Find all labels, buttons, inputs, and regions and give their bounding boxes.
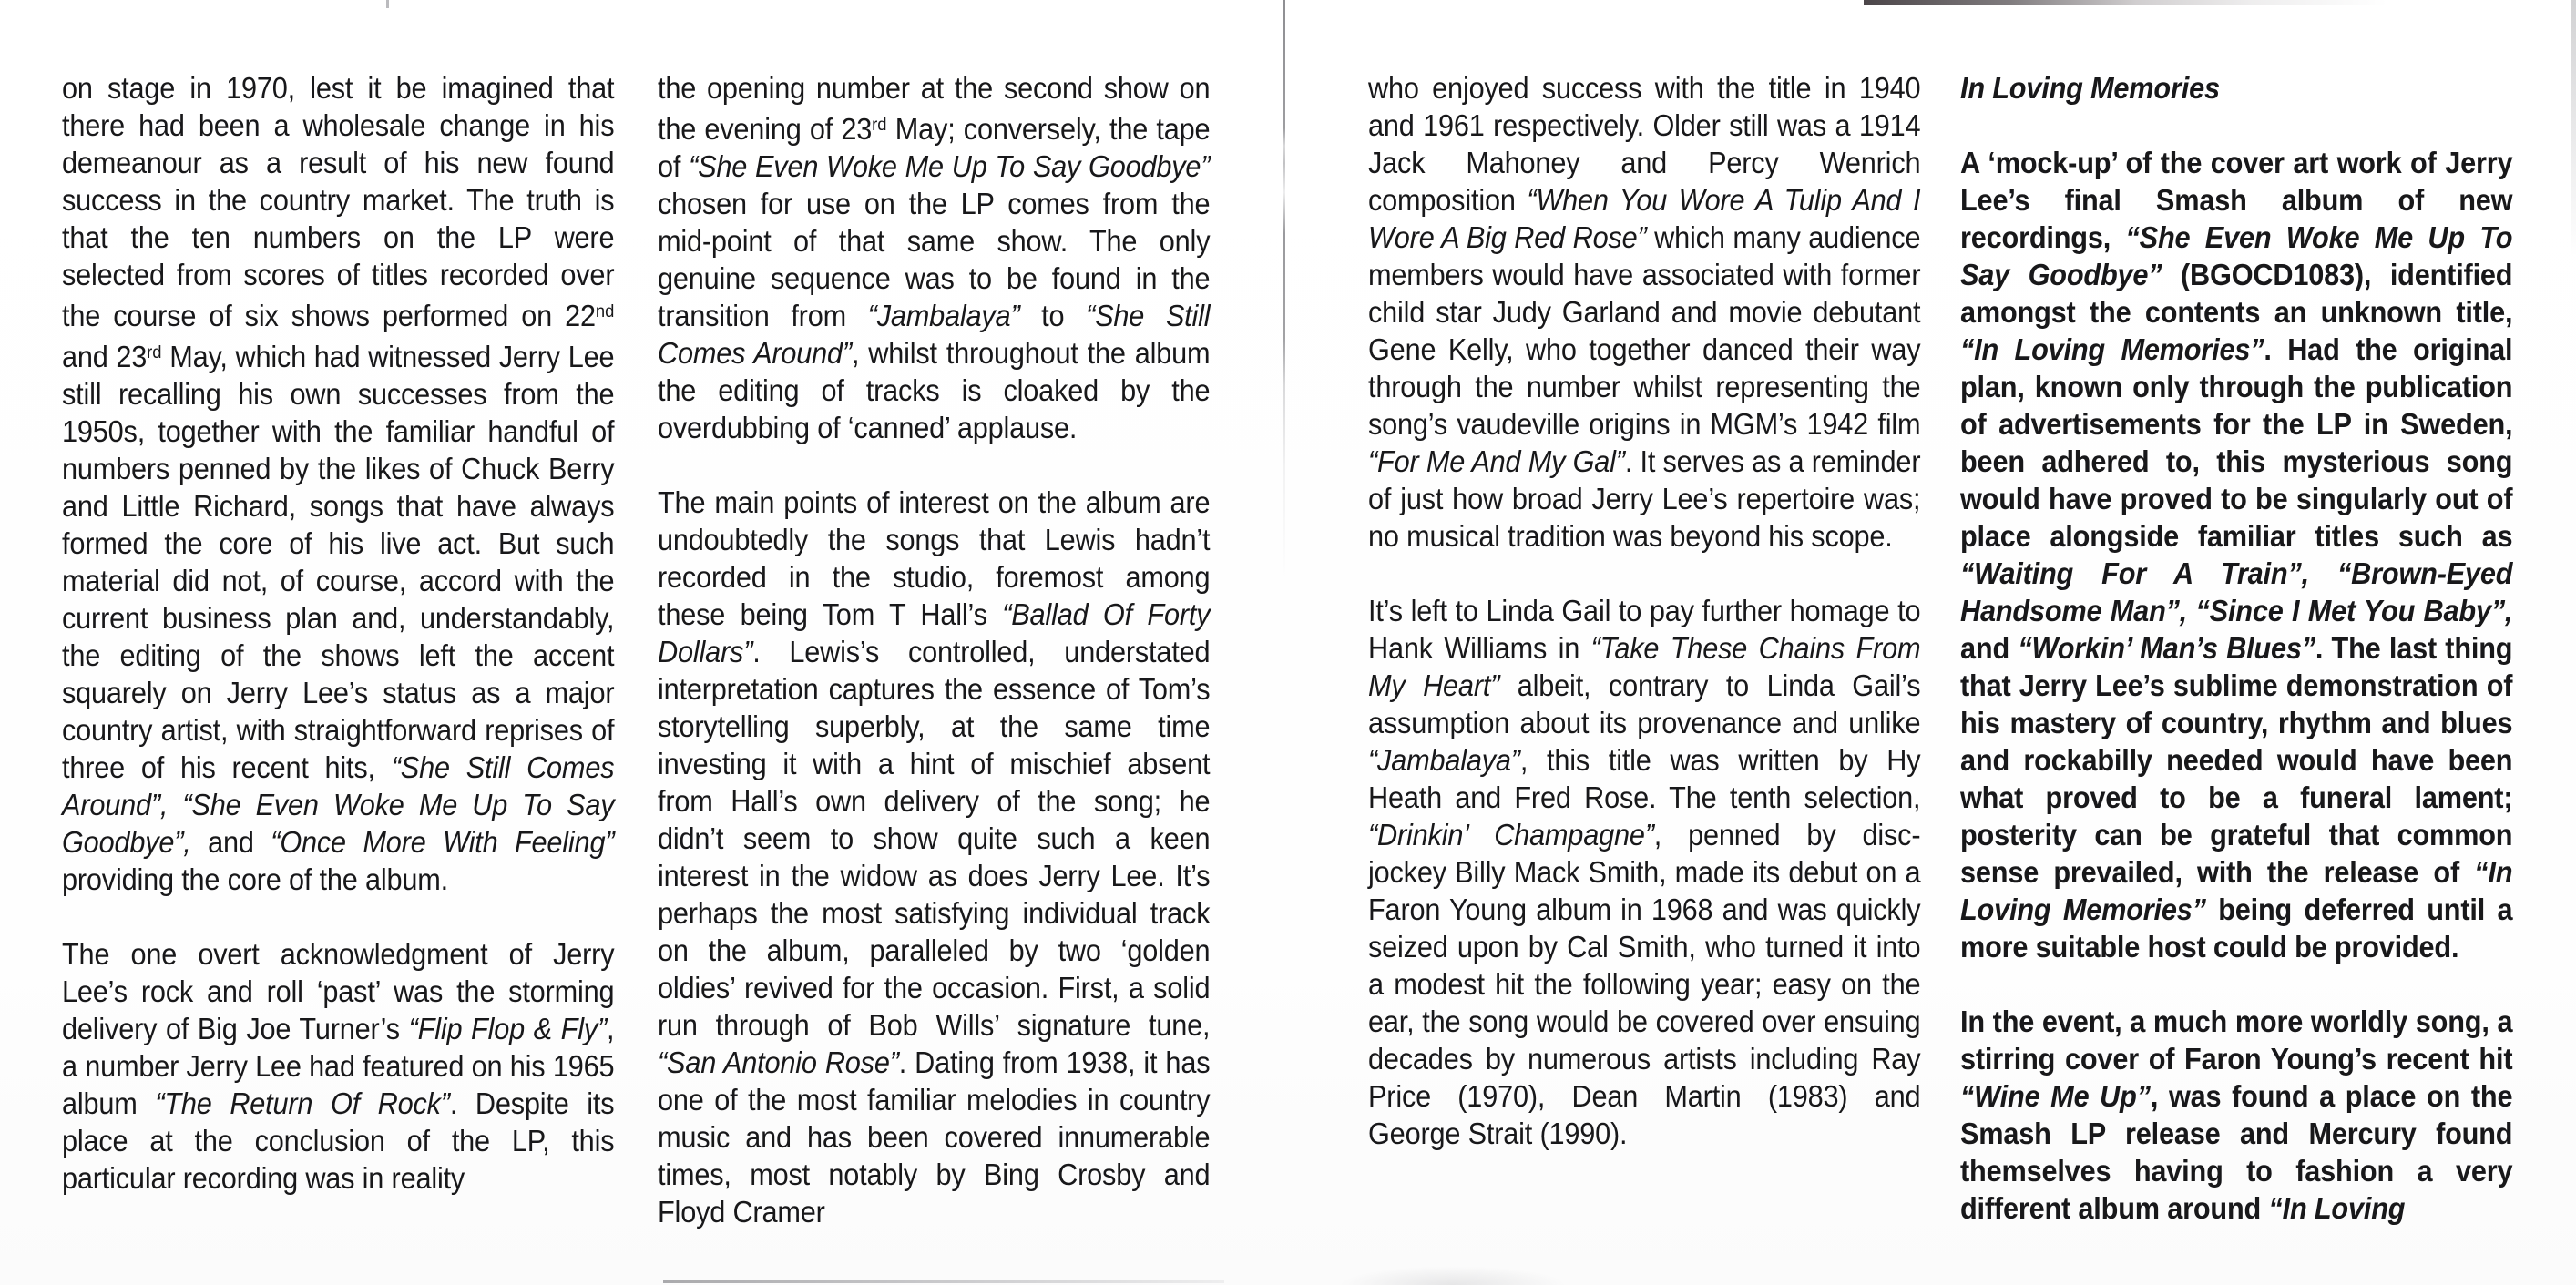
- paragraph: on stage in 1970, lest it be imagined that there had been a wholesale change in his demeanour as a result of his new found success in the country market. The truth is that the ten numbers on the LP were selected from scores of titles recorded over the course of six shows performed on 22nd and 23rd May, which had witnessed Jerry Lee still recalling his own successes from the 1950s, together with the familiar handful of numbers penned by the likes of Chuck Berry and Little Richard, songs that have always formed the core of his live act. But such material did not, of course, accord with the current business plan and, understandably, the editing of the shows left the accent squarely on Jerry Lee’s status as a major country artist, with straightforward reprises of three of his recent hits, “She Still Comes Around”, “She Even Woke Me Up To Say Goodbye”, and “Once More With Feeling” providing the core of the album.: [62, 71, 615, 896]
- paragraph: the opening number at the second show on the evening of 23rd May; conversely, the tape of “She Even Woke Me Up To Say Goodbye” chosen for use on the LP comes from the mid-point of that same show. The only genuine sequence was to be found in the transition from “Jambalaya” to “She Still Comes Around”, whilst throughout the album the editing of tracks is cloaked by the overdubbing of ‘canned’ applause.: [658, 71, 1211, 444]
- text-column-2: [658, 69, 1252, 1268]
- paragraph: The main points of interest on the album are undoubtedly the songs that Lewis hadn’t recorded in the studio, foremost among these being Tom T Hall’s “Ballad Of Forty Dollars”. Lewis’s controlled, understated interpretation captures the essence of Tom’s storytelling superbly, at the same time investing it with a hint of mischief absent from Hall’s own delivery of the song; he didn’t seem to show quite such a keen interest in the widow as does Jerry Lee. It’s perhaps the most satisfying individual track on the album, paralleled by two ‘golden oldies’ revived for the occasion. First, a solid run through of Bob Wills’ signature tune, “San Antonio Rose”. Dating from 1938, it has one of the most familiar melodies in country music and has been covered innumerable times, most notably by Bing Crosby and Floyd Cramer: [658, 484, 1211, 1229]
- paragraph: The one overt acknowledgment of Jerry Lee’s rock and roll ‘past’ was the storming delivery of Big Joe Turner’s “Flip Flop & Fly”, a number Jerry Lee had featured on his 1965 album “The Return Of Rock”. Despite its place at the conclusion of the LP, this particular recording was in reality: [62, 936, 615, 1195]
- paragraph: who enjoyed success with the title in 1940 and 1961 respectively. Older still was a 1914 Jack Mahoney and Percy Wenrich composition “When You Wore A Tulip And I Wore A Big Red Rose” which many audience members would have associated with former child star Judy Garland and movie debutant Gene Kelly, who together danced their way through the number whilst representing the song’s vaudeville origins in MGM’s 1942 film “For Me And My Gal”. It serves as a reminder of just how broad Jerry Lee’s repertoire was; no musical tradition was beyond his scope.: [1368, 71, 1921, 553]
- column-1-text: [62, 69, 614, 1197]
- scan-smudge-bottom: [1339, 1266, 1567, 1285]
- paragraph: In the event, a much more worldly song, a stirring cover of Faron Young’s recent hit “Wine Me Up”, was found a place on the Smash LP release and Mercury found themselves having to fashion a very different album around “In Loving: [1960, 1005, 2513, 1225]
- page-fold-line: [1283, 0, 1285, 583]
- scan-mark-top-tick: [386, 0, 389, 8]
- paragraph: A ‘mock-up’ of the cover art work of Jerry Lee’s final Smash album of new recordings, “She Even Woke Me Up To Say Goodbye” (BGOCD1083), identified amongst the contents an unknown title, “In Loving Memories”. Had the original plan, known only through the publication of advertisements for the LP in Sweden, been adhered to, this mysterious song would have proved to be singularly out of place alongside familiar titles such as “Waiting For A Train”, “Brown-Eyed Handsome Man”, “Since I Met You Baby”, and “Workin’ Man’s Blues”. The last thing that Jerry Lee’s sublime demonstration of his mastery of country, rhythm and blues and rockabilly needed would have been what proved to be a funeral lament; posterity can be grateful that common sense prevailed, with the release of “In Loving Memories” being deferred until a more suitable host could be provided.: [1960, 146, 2513, 964]
- text-column-1: [62, 69, 656, 1234]
- text-column-4: [1960, 69, 2554, 1264]
- section-heading: In Loving Memories: [1960, 71, 2220, 105]
- column-4-text: [1960, 69, 2512, 1227]
- column-3-text: [1368, 69, 1920, 1152]
- scan-mark-bottom-line: [663, 1280, 1224, 1283]
- text-column-3: [1368, 69, 1962, 1189]
- page-edge-shadow: [2571, 0, 2576, 255]
- paragraph: It’s left to Linda Gail to pay further homage to Hank Williams in “Take These Chains From My Heart” albeit, contrary to Linda Gail’s assumption about its provenance and unlike “Jambalaya”, this title was written by Hy Heath and Fred Rose. The tenth selection, “Drinkin’ Champagne”, penned by disc-jockey Billy Mack Smith, made its debut on a Faron Young album in 1968 and was quickly seized upon by Cal Smith, who turned it into a modest hit the following year; easy on the ear, the song would be covered over ensuing decades by numerous artists including Ray Price (1970), Dean Martin (1983) and George Strait (1990).: [1368, 594, 1921, 1150]
- scan-mark-top-bar: [1864, 0, 2387, 5]
- column-2-text: [658, 69, 1210, 1230]
